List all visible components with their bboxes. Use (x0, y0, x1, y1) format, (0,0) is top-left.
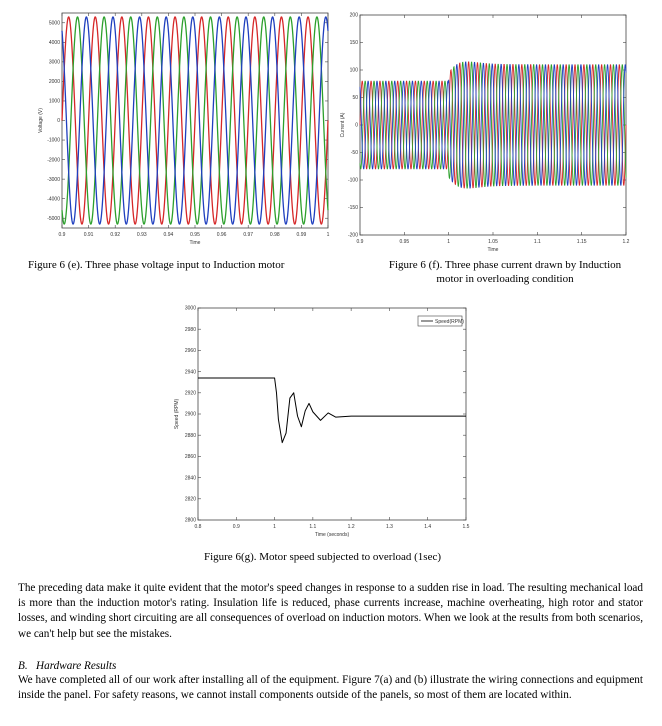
plot-area (198, 308, 466, 520)
y-tick-label: 2940 (184, 369, 196, 376)
y-axis-label: Voltage (V) (38, 108, 44, 133)
figure-6f-current-chart (338, 10, 638, 256)
x-tick-label: 1.3 (385, 524, 393, 530)
x-tick-label: 1.4 (424, 524, 432, 530)
y-tick-label: 3000 (184, 305, 196, 312)
x-tick-label: 0.93 (136, 232, 147, 238)
section-title: Hardware Results (36, 660, 117, 672)
x-tick-label: 0.95 (399, 239, 410, 245)
y-tick-label: -3000 (47, 176, 60, 183)
figure-6f-caption (360, 258, 650, 286)
x-tick-label: 1.2 (347, 524, 355, 530)
current-chart-svg (338, 10, 638, 256)
y-tick-label: 150 (349, 40, 358, 47)
legend-label: Speed(RPM) (435, 319, 464, 325)
y-tick-label: 2920 (184, 390, 196, 397)
x-tick-label: 0.9 (58, 232, 66, 238)
x-tick-label: 1.05 (488, 239, 498, 245)
figure-6g-caption: Figure 6(g). Motor speed subjected to overload (1sec) (203, 551, 442, 563)
y-tick-label: 100 (349, 67, 358, 74)
x-axis-label: Time (189, 240, 201, 246)
y-tick-label: -1000 (47, 137, 60, 144)
x-tick-label: 1.5 (462, 524, 470, 530)
x-tick-label: 0.99 (296, 232, 307, 238)
figure-6f-caption-line1: Figure 6 (f). Three phase current drawn by Induction (388, 259, 622, 271)
x-axis-label: Time (487, 247, 499, 253)
y-tick-label: 2000 (48, 79, 60, 86)
y-tick-label: 1000 (48, 98, 60, 105)
x-tick-label: 1 (273, 524, 276, 530)
body-paragraph-2: We have completed all of our work after installing all of the equipment. Figure 7(a) and (b) illustrate the wiring connections and equipment inside the panel. For safety reasons, we cannot install components outside of the panels, so most of them are located within. (18, 674, 643, 702)
x-tick-label: 0.95 (190, 232, 200, 238)
figure-6f-caption-line2: motor in overloading condition (436, 273, 574, 285)
y-tick-label: -150 (347, 205, 358, 212)
y-tick-label: 200 (349, 12, 358, 19)
section-letter: B. (18, 660, 28, 672)
y-tick-label: -2000 (47, 157, 60, 164)
y-tick-label: 4000 (48, 40, 60, 47)
y-tick-label: 2820 (184, 496, 196, 503)
x-tick-label: 1 (326, 232, 330, 238)
x-tick-label: 0.8 (194, 524, 202, 530)
body-paragraph-1: The preceding data make it quite evident that the motor's speed changes in response to a sudden rise in load. The resulting mechanical load is more than the induction motor's rating. Insulation life is reduced, phase currents increase, machine overheating, high rotor and stator losses, and winding short circuiting are all consequences of overload on induction motors. When we look at the results from both scenarios, we can't help but see the mistakes. (18, 582, 643, 640)
figure-6g-speed-chart (170, 303, 475, 547)
x-tick-label: 0.92 (110, 232, 121, 238)
x-tick-label: 0.91 (83, 232, 94, 238)
y-tick-label: 0 (57, 118, 60, 125)
y-tick-label: -100 (347, 177, 358, 184)
x-tick-label: 0.96 (216, 232, 227, 238)
x-tick-label: 0.94 (163, 232, 174, 238)
y-tick-label: 5000 (48, 20, 60, 27)
x-tick-label: 0.98 (269, 232, 280, 238)
x-tick-label: 1 (447, 239, 451, 245)
y-tick-label: -50 (350, 150, 358, 157)
x-tick-label: 1.2 (622, 239, 630, 245)
y-tick-label: 3000 (48, 59, 60, 66)
y-tick-label: 2800 (184, 517, 196, 524)
x-tick-label: 0.9 (232, 524, 240, 530)
y-axis-label: Speed (RPM) (174, 398, 180, 430)
figure-6e-caption: Figure 6 (e). Three phase voltage input to Induction motor (28, 259, 285, 271)
y-tick-label: 2860 (184, 454, 196, 461)
y-axis-label: Current (A) (340, 112, 346, 138)
section-heading (18, 659, 116, 674)
x-tick-label: 1.15 (576, 239, 587, 245)
x-axis-label: Time (seconds) (314, 532, 350, 538)
y-tick-label: 2880 (184, 432, 196, 439)
x-tick-label: 0.9 (356, 239, 364, 245)
y-tick-label: 50 (352, 95, 358, 102)
x-tick-label: 0.97 (243, 232, 254, 238)
x-tick-label: 1.1 (533, 239, 541, 245)
y-tick-label: 0 (355, 122, 358, 129)
figure-6e-voltage-chart (36, 8, 336, 254)
voltage-chart-svg (36, 8, 336, 254)
speed-chart-svg (170, 303, 475, 547)
y-tick-label: -4000 (47, 196, 60, 203)
y-tick-label: 2980 (184, 326, 196, 333)
y-tick-label: 2960 (184, 348, 196, 355)
y-tick-label: -200 (347, 232, 358, 239)
y-tick-label: 2900 (184, 411, 196, 418)
y-tick-label: -5000 (47, 215, 60, 222)
y-tick-label: 2840 (184, 475, 196, 482)
x-tick-label: 1.1 (309, 524, 317, 530)
